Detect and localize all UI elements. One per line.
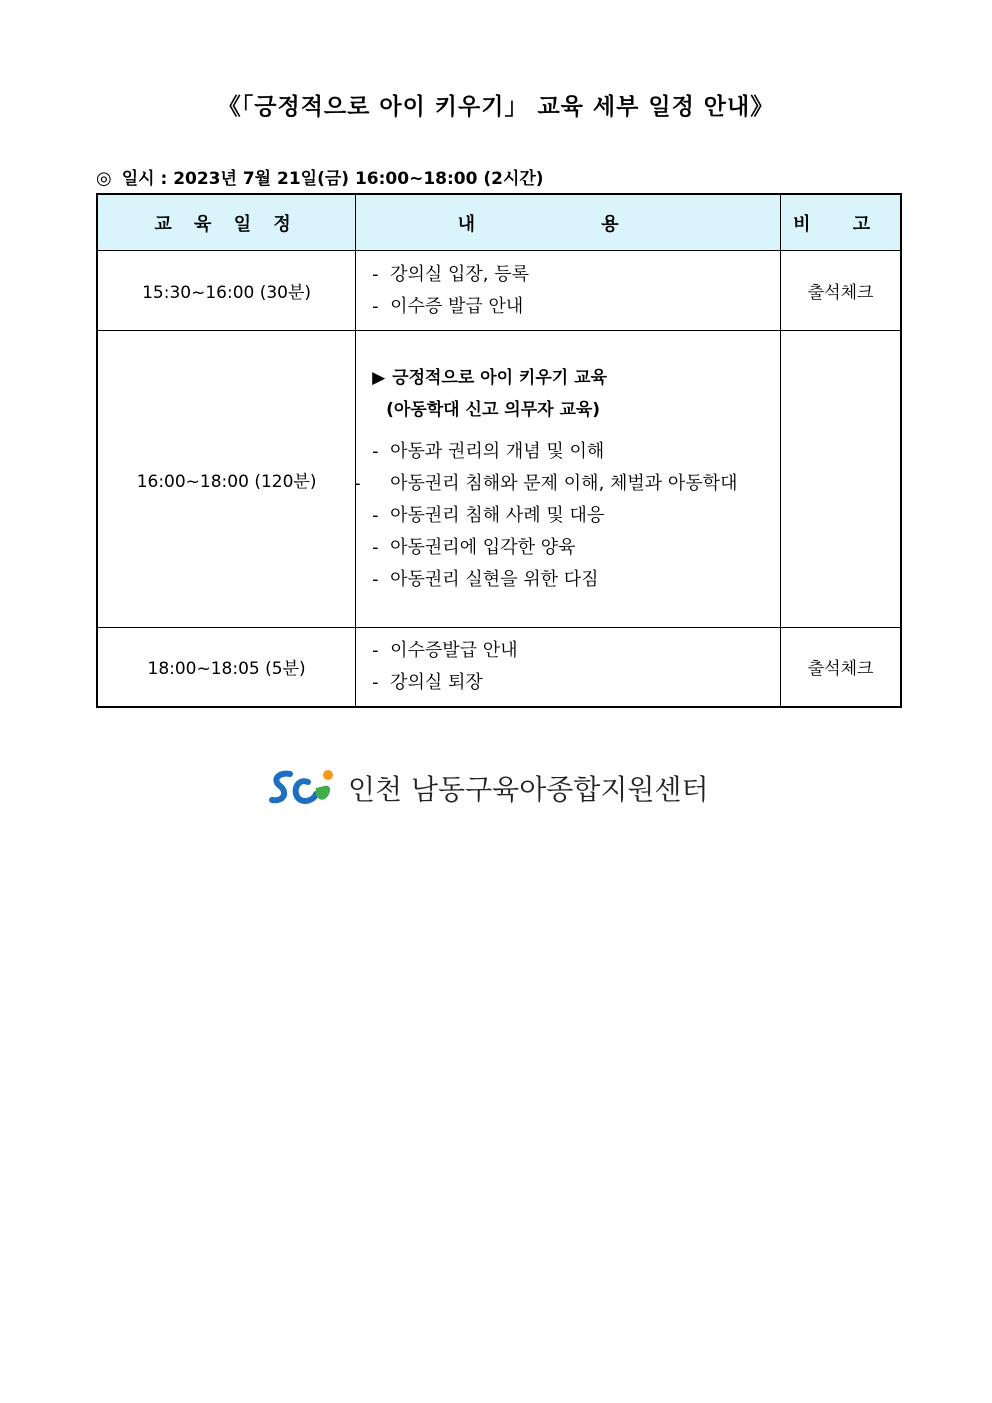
note-cell: 출석체크 bbox=[781, 628, 901, 707]
footer-logo bbox=[268, 766, 709, 810]
session-subheading: (아동학대 신고 의무자 교육) bbox=[386, 400, 601, 420]
time-cell: 16:00~18:00 (120분) bbox=[97, 331, 356, 628]
schedule-date-text: 일시 : 2023년 7월 21일(금) 16:00~18:00 (2시간) bbox=[121, 169, 544, 189]
list-item: - 이수증 발급 안내 bbox=[372, 295, 524, 317]
list-item: - 아동권리 침해 사례 및 대응 bbox=[372, 505, 605, 526]
list-item: - 아동권리에 입각한 양육 bbox=[372, 537, 576, 558]
table-row bbox=[97, 251, 901, 331]
schedule-table bbox=[96, 193, 902, 708]
table-row bbox=[97, 628, 901, 707]
list-item: - 아동권리 실현을 위한 다짐 bbox=[372, 569, 599, 590]
schedule-date-line bbox=[96, 164, 544, 189]
double-circle-icon: ◎ bbox=[96, 168, 112, 189]
organization-name: 인천 남동구육아종합지원센터 bbox=[348, 773, 709, 806]
time-cell: 15:30~16:00 (30분) bbox=[97, 251, 356, 331]
list-item: - 강의실 입장, 등록 bbox=[372, 263, 530, 285]
list-item: - 이수증발급 안내 bbox=[372, 639, 518, 661]
content-cell bbox=[356, 628, 781, 707]
header-schedule: 교 육 일 정 bbox=[97, 194, 356, 251]
page-title: 《「긍정적으로 아이 키우기」 교육 세부 일정 안내》 bbox=[217, 94, 775, 120]
note-cell bbox=[781, 331, 901, 628]
content-cell bbox=[356, 251, 781, 331]
list-item: - 아동과 권리의 개념 및 이해 bbox=[372, 441, 605, 462]
play-arrow-icon: ▶ bbox=[372, 368, 386, 388]
list-item: - 아동권리 침해와 문제 이해, 체벌과 아동학대 bbox=[354, 473, 738, 494]
center-logo-icon bbox=[268, 766, 340, 810]
time-cell: 18:00~18:05 (5분) bbox=[97, 628, 356, 707]
table-header-row bbox=[97, 194, 901, 251]
list-item: - 강의실 퇴장 bbox=[372, 671, 483, 693]
note-cell: 출석체크 bbox=[781, 251, 901, 331]
content-cell bbox=[356, 331, 781, 628]
table-row bbox=[97, 331, 901, 628]
header-note: 비 고 bbox=[781, 194, 901, 251]
session-heading: ▶ 긍정적으로 아이 키우기 교육 bbox=[372, 362, 772, 394]
header-content: 내 용 bbox=[356, 194, 781, 251]
